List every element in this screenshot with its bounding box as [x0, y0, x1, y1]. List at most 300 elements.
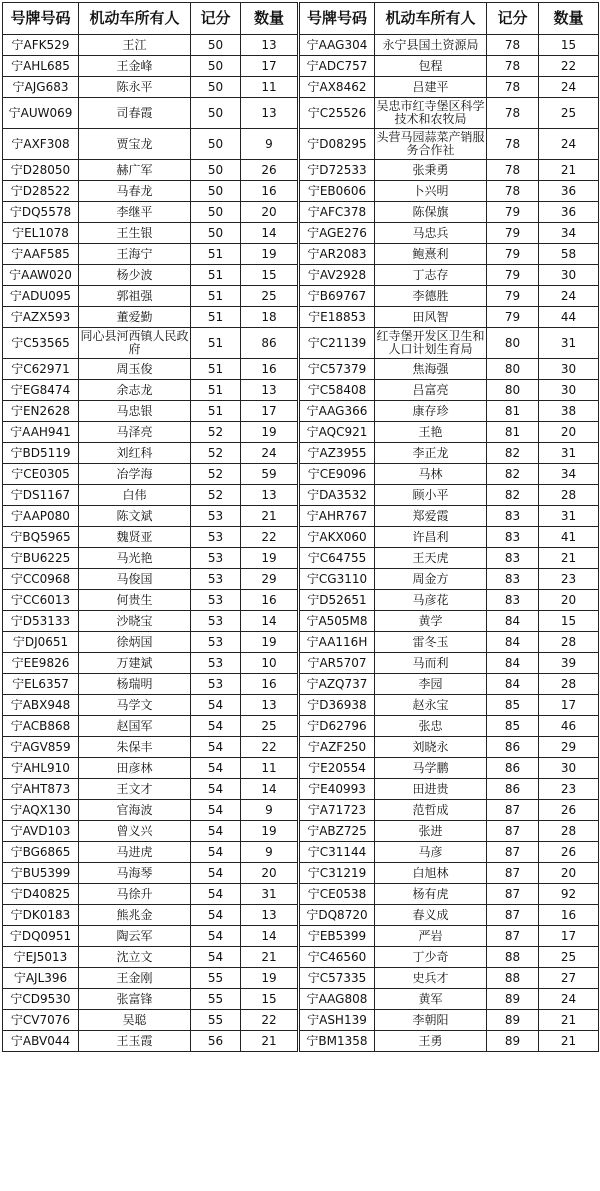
right-count-cell: 41 — [539, 527, 599, 548]
right-count-cell: 17 — [539, 926, 599, 947]
left-score-cell: 54 — [191, 779, 241, 800]
left-score-cell: 54 — [191, 905, 241, 926]
table-row — [3, 160, 599, 181]
right-owner-cell: 范哲成 — [375, 800, 487, 821]
left-count-cell: 22 — [241, 527, 299, 548]
left-plate-cell: 宁AHT873 — [3, 779, 79, 800]
right-owner-cell: 李德胜 — [375, 286, 487, 307]
right-score-cell: 81 — [487, 401, 539, 422]
table-row — [3, 716, 599, 737]
right-owner-cell: 顾小平 — [375, 485, 487, 506]
left-owner-cell: 马徐升 — [79, 884, 191, 905]
left-count-cell: 24 — [241, 443, 299, 464]
right-score-cell: 79 — [487, 244, 539, 265]
left-plate-cell: 宁DS1167 — [3, 485, 79, 506]
left-score-cell: 54 — [191, 800, 241, 821]
right-count-cell: 17 — [539, 695, 599, 716]
right-owner-cell: 马彦 — [375, 842, 487, 863]
left-score-cell: 52 — [191, 422, 241, 443]
violations-table — [2, 2, 599, 1052]
left-owner-cell: 王江 — [79, 35, 191, 56]
right-count-cell: 21 — [539, 1010, 599, 1031]
table-row — [3, 884, 599, 905]
right-score-cell: 78 — [487, 77, 539, 98]
right-owner-cell: 赵永宝 — [375, 695, 487, 716]
right-score-cell: 80 — [487, 328, 539, 359]
right-count-cell: 36 — [539, 181, 599, 202]
header-score-right: 记分 — [487, 3, 539, 35]
right-count-cell: 25 — [539, 947, 599, 968]
right-score-cell: 83 — [487, 527, 539, 548]
left-owner-cell: 白伟 — [79, 485, 191, 506]
left-count-cell: 19 — [241, 632, 299, 653]
left-owner-cell: 马春龙 — [79, 181, 191, 202]
left-owner-cell: 冶学海 — [79, 464, 191, 485]
right-score-cell: 83 — [487, 569, 539, 590]
right-count-cell: 30 — [539, 265, 599, 286]
table-row — [3, 307, 599, 328]
right-score-cell: 78 — [487, 129, 539, 160]
header-count-right: 数量 — [539, 3, 599, 35]
table-row — [3, 842, 599, 863]
table-row — [3, 129, 599, 160]
right-owner-cell: 许昌利 — [375, 527, 487, 548]
table-row — [3, 968, 599, 989]
right-count-cell: 30 — [539, 359, 599, 380]
left-count-cell: 15 — [241, 989, 299, 1010]
right-count-cell: 28 — [539, 821, 599, 842]
right-count-cell: 31 — [539, 328, 599, 359]
right-score-cell: 84 — [487, 632, 539, 653]
left-owner-cell: 马泽亮 — [79, 422, 191, 443]
left-owner-cell: 同心县河西镇人民政府 — [79, 328, 191, 359]
left-plate-cell: 宁BU5399 — [3, 863, 79, 884]
left-score-cell: 54 — [191, 884, 241, 905]
right-plate-cell: 宁DQ8720 — [299, 905, 375, 926]
left-plate-cell: 宁AXF308 — [3, 129, 79, 160]
right-owner-cell: 雷冬玉 — [375, 632, 487, 653]
left-count-cell: 18 — [241, 307, 299, 328]
right-owner-cell: 黄军 — [375, 989, 487, 1010]
left-score-cell: 51 — [191, 380, 241, 401]
right-plate-cell: 宁C31219 — [299, 863, 375, 884]
right-score-cell: 87 — [487, 863, 539, 884]
left-owner-cell: 何贵生 — [79, 590, 191, 611]
right-plate-cell: 宁AV2928 — [299, 265, 375, 286]
left-score-cell: 56 — [191, 1031, 241, 1052]
table-row — [3, 202, 599, 223]
left-score-cell: 53 — [191, 653, 241, 674]
left-plate-cell: 宁AGV859 — [3, 737, 79, 758]
right-count-cell: 15 — [539, 611, 599, 632]
left-count-cell: 10 — [241, 653, 299, 674]
table-row — [3, 380, 599, 401]
right-owner-cell: 史兵才 — [375, 968, 487, 989]
right-count-cell: 38 — [539, 401, 599, 422]
left-owner-cell: 王玉霞 — [79, 1031, 191, 1052]
right-owner-cell: 白旭林 — [375, 863, 487, 884]
left-score-cell: 53 — [191, 506, 241, 527]
left-score-cell: 50 — [191, 35, 241, 56]
left-count-cell: 22 — [241, 737, 299, 758]
right-count-cell: 24 — [539, 989, 599, 1010]
right-count-cell: 31 — [539, 506, 599, 527]
table-row — [3, 328, 599, 359]
table-row — [3, 590, 599, 611]
right-plate-cell: 宁D08295 — [299, 129, 375, 160]
right-plate-cell: 宁AAG808 — [299, 989, 375, 1010]
left-score-cell: 54 — [191, 926, 241, 947]
right-count-cell: 21 — [539, 1031, 599, 1052]
right-score-cell: 78 — [487, 35, 539, 56]
right-plate-cell: 宁CE0538 — [299, 884, 375, 905]
right-owner-cell: 李朝阳 — [375, 1010, 487, 1031]
right-plate-cell: 宁AZF250 — [299, 737, 375, 758]
right-plate-cell: 宁AR2083 — [299, 244, 375, 265]
left-owner-cell: 赫广军 — [79, 160, 191, 181]
left-plate-cell: 宁DJ0651 — [3, 632, 79, 653]
right-score-cell: 83 — [487, 548, 539, 569]
right-score-cell: 86 — [487, 779, 539, 800]
right-score-cell: 79 — [487, 307, 539, 328]
right-plate-cell: 宁DA3532 — [299, 485, 375, 506]
right-plate-cell: 宁C46560 — [299, 947, 375, 968]
table-row — [3, 98, 599, 129]
left-owner-cell: 陈永平 — [79, 77, 191, 98]
left-count-cell: 26 — [241, 160, 299, 181]
right-count-cell: 21 — [539, 548, 599, 569]
left-count-cell: 13 — [241, 485, 299, 506]
right-score-cell: 83 — [487, 590, 539, 611]
left-score-cell: 51 — [191, 286, 241, 307]
left-plate-cell: 宁AAW020 — [3, 265, 79, 286]
left-owner-cell: 熊兆金 — [79, 905, 191, 926]
right-score-cell: 87 — [487, 800, 539, 821]
left-count-cell: 11 — [241, 77, 299, 98]
table-row — [3, 779, 599, 800]
left-count-cell: 21 — [241, 1031, 299, 1052]
right-score-cell: 78 — [487, 56, 539, 77]
left-plate-cell: 宁CE0305 — [3, 464, 79, 485]
left-owner-cell: 万建斌 — [79, 653, 191, 674]
right-count-cell: 15 — [539, 35, 599, 56]
right-count-cell: 24 — [539, 129, 599, 160]
left-count-cell: 13 — [241, 695, 299, 716]
right-score-cell: 82 — [487, 443, 539, 464]
left-score-cell: 52 — [191, 464, 241, 485]
left-count-cell: 13 — [241, 35, 299, 56]
right-owner-cell: 张忠 — [375, 716, 487, 737]
left-count-cell: 11 — [241, 758, 299, 779]
left-plate-cell: 宁EE9826 — [3, 653, 79, 674]
right-count-cell: 25 — [539, 98, 599, 129]
table-row — [3, 1010, 599, 1031]
left-score-cell: 53 — [191, 590, 241, 611]
table-row — [3, 926, 599, 947]
table-row — [3, 527, 599, 548]
left-count-cell: 9 — [241, 129, 299, 160]
right-score-cell: 85 — [487, 716, 539, 737]
left-owner-cell: 马俊国 — [79, 569, 191, 590]
left-score-cell: 51 — [191, 244, 241, 265]
table-row — [3, 464, 599, 485]
right-count-cell: 16 — [539, 905, 599, 926]
right-owner-cell: 黄学 — [375, 611, 487, 632]
left-owner-cell: 司春霞 — [79, 98, 191, 129]
right-count-cell: 28 — [539, 485, 599, 506]
right-score-cell: 86 — [487, 758, 539, 779]
right-owner-cell: 郑爱霞 — [375, 506, 487, 527]
table-row — [3, 800, 599, 821]
left-count-cell: 86 — [241, 328, 299, 359]
left-plate-cell: 宁BQ5965 — [3, 527, 79, 548]
right-plate-cell: 宁D52651 — [299, 590, 375, 611]
table-row — [3, 905, 599, 926]
table-row — [3, 737, 599, 758]
right-plate-cell: 宁E20554 — [299, 758, 375, 779]
right-score-cell: 78 — [487, 98, 539, 129]
left-count-cell: 31 — [241, 884, 299, 905]
header-count-left: 数量 — [241, 3, 299, 35]
left-score-cell: 55 — [191, 989, 241, 1010]
left-count-cell: 22 — [241, 1010, 299, 1031]
right-score-cell: 87 — [487, 842, 539, 863]
left-count-cell: 19 — [241, 968, 299, 989]
right-count-cell: 26 — [539, 800, 599, 821]
header-plate-left: 号牌号码 — [3, 3, 79, 35]
table-row — [3, 443, 599, 464]
left-score-cell: 53 — [191, 569, 241, 590]
table-row — [3, 989, 599, 1010]
right-score-cell: 89 — [487, 1031, 539, 1052]
right-owner-cell: 春义成 — [375, 905, 487, 926]
left-plate-cell: 宁AQX130 — [3, 800, 79, 821]
table-row — [3, 223, 599, 244]
right-plate-cell: 宁C58408 — [299, 380, 375, 401]
right-owner-cell: 马学鹏 — [375, 758, 487, 779]
right-owner-cell: 马彦花 — [375, 590, 487, 611]
right-score-cell: 87 — [487, 884, 539, 905]
left-owner-cell: 王文才 — [79, 779, 191, 800]
right-score-cell: 89 — [487, 989, 539, 1010]
left-owner-cell: 曾义兴 — [79, 821, 191, 842]
right-count-cell: 20 — [539, 863, 599, 884]
table-row — [3, 359, 599, 380]
right-count-cell: 21 — [539, 160, 599, 181]
left-score-cell: 51 — [191, 307, 241, 328]
left-count-cell: 25 — [241, 286, 299, 307]
right-owner-cell: 陈保旗 — [375, 202, 487, 223]
right-count-cell: 23 — [539, 569, 599, 590]
table-body — [3, 35, 599, 1052]
right-plate-cell: 宁C57335 — [299, 968, 375, 989]
left-plate-cell: 宁ABV044 — [3, 1031, 79, 1052]
right-owner-cell: 丁志存 — [375, 265, 487, 286]
right-plate-cell: 宁AZ3955 — [299, 443, 375, 464]
left-plate-cell: 宁EG8474 — [3, 380, 79, 401]
left-count-cell: 21 — [241, 506, 299, 527]
right-owner-cell: 吴忠市红寺堡区科学技术和农牧局 — [375, 98, 487, 129]
right-plate-cell: 宁BM1358 — [299, 1031, 375, 1052]
right-score-cell: 79 — [487, 202, 539, 223]
right-owner-cell: 头营马园蒜菜产销服务合作社 — [375, 129, 487, 160]
left-owner-cell: 马忠银 — [79, 401, 191, 422]
right-plate-cell: 宁ABZ725 — [299, 821, 375, 842]
right-owner-cell: 吕富亮 — [375, 380, 487, 401]
left-plate-cell: 宁CV7076 — [3, 1010, 79, 1031]
left-count-cell: 20 — [241, 202, 299, 223]
table-row — [3, 265, 599, 286]
right-score-cell: 83 — [487, 506, 539, 527]
left-score-cell: 50 — [191, 160, 241, 181]
right-owner-cell: 吕建平 — [375, 77, 487, 98]
left-plate-cell: 宁DQ0951 — [3, 926, 79, 947]
left-owner-cell: 王海宁 — [79, 244, 191, 265]
table-row — [3, 401, 599, 422]
left-owner-cell: 董爱勤 — [79, 307, 191, 328]
left-score-cell: 53 — [191, 611, 241, 632]
left-plate-cell: 宁AVD103 — [3, 821, 79, 842]
right-plate-cell: 宁EB5399 — [299, 926, 375, 947]
right-plate-cell: 宁AZQ737 — [299, 674, 375, 695]
left-plate-cell: 宁AUW069 — [3, 98, 79, 129]
left-count-cell: 15 — [241, 265, 299, 286]
right-plate-cell: 宁AHR767 — [299, 506, 375, 527]
left-plate-cell: 宁AFK529 — [3, 35, 79, 56]
left-count-cell: 14 — [241, 779, 299, 800]
violations-table-container — [2, 2, 598, 1052]
left-count-cell: 9 — [241, 800, 299, 821]
left-score-cell: 53 — [191, 527, 241, 548]
left-owner-cell: 李继平 — [79, 202, 191, 223]
left-count-cell: 19 — [241, 821, 299, 842]
left-count-cell: 29 — [241, 569, 299, 590]
left-plate-cell: 宁CC0968 — [3, 569, 79, 590]
left-score-cell: 52 — [191, 485, 241, 506]
right-plate-cell: 宁A71723 — [299, 800, 375, 821]
right-owner-cell: 康存珍 — [375, 401, 487, 422]
table-row — [3, 611, 599, 632]
left-count-cell: 17 — [241, 401, 299, 422]
left-score-cell: 50 — [191, 202, 241, 223]
table-row — [3, 485, 599, 506]
left-plate-cell: 宁CC6013 — [3, 590, 79, 611]
left-plate-cell: 宁BG6865 — [3, 842, 79, 863]
left-plate-cell: 宁AAP080 — [3, 506, 79, 527]
left-score-cell: 50 — [191, 56, 241, 77]
right-count-cell: 30 — [539, 380, 599, 401]
table-row — [3, 506, 599, 527]
left-score-cell: 51 — [191, 328, 241, 359]
right-owner-cell: 包程 — [375, 56, 487, 77]
left-plate-cell: 宁AZX593 — [3, 307, 79, 328]
left-count-cell: 20 — [241, 863, 299, 884]
right-score-cell: 87 — [487, 905, 539, 926]
right-owner-cell: 杨有虎 — [375, 884, 487, 905]
right-plate-cell: 宁C64755 — [299, 548, 375, 569]
right-plate-cell: 宁C31144 — [299, 842, 375, 863]
right-plate-cell: 宁E40993 — [299, 779, 375, 800]
right-count-cell: 22 — [539, 56, 599, 77]
right-score-cell: 82 — [487, 485, 539, 506]
right-owner-cell: 严岩 — [375, 926, 487, 947]
table-row — [3, 653, 599, 674]
left-count-cell: 16 — [241, 590, 299, 611]
right-owner-cell: 卜兴明 — [375, 181, 487, 202]
left-score-cell: 50 — [191, 181, 241, 202]
left-score-cell: 53 — [191, 674, 241, 695]
left-owner-cell: 王生银 — [79, 223, 191, 244]
left-score-cell: 50 — [191, 77, 241, 98]
table-row — [3, 56, 599, 77]
right-count-cell: 34 — [539, 464, 599, 485]
table-row — [3, 1031, 599, 1052]
left-owner-cell: 马学文 — [79, 695, 191, 716]
left-owner-cell: 张富锋 — [79, 989, 191, 1010]
right-owner-cell: 周金方 — [375, 569, 487, 590]
left-count-cell: 9 — [241, 842, 299, 863]
left-score-cell: 54 — [191, 716, 241, 737]
left-owner-cell: 杨少波 — [79, 265, 191, 286]
right-plate-cell: 宁AR5707 — [299, 653, 375, 674]
left-plate-cell: 宁D28050 — [3, 160, 79, 181]
left-plate-cell: 宁ACB868 — [3, 716, 79, 737]
right-owner-cell: 红寺堡开发区卫生和人口计划生育局 — [375, 328, 487, 359]
left-plate-cell: 宁AAF585 — [3, 244, 79, 265]
right-score-cell: 84 — [487, 674, 539, 695]
right-score-cell: 80 — [487, 359, 539, 380]
left-owner-cell: 陶云军 — [79, 926, 191, 947]
left-score-cell: 50 — [191, 98, 241, 129]
left-plate-cell: 宁C62971 — [3, 359, 79, 380]
right-owner-cell: 马而利 — [375, 653, 487, 674]
right-score-cell: 79 — [487, 265, 539, 286]
left-owner-cell: 田彦林 — [79, 758, 191, 779]
right-plate-cell: 宁CG3110 — [299, 569, 375, 590]
left-plate-cell: 宁DK0183 — [3, 905, 79, 926]
left-plate-cell: 宁DQ5578 — [3, 202, 79, 223]
right-score-cell: 88 — [487, 947, 539, 968]
right-score-cell: 87 — [487, 926, 539, 947]
table-row — [3, 181, 599, 202]
right-count-cell: 31 — [539, 443, 599, 464]
left-count-cell: 13 — [241, 905, 299, 926]
left-count-cell: 19 — [241, 422, 299, 443]
left-count-cell: 21 — [241, 947, 299, 968]
left-plate-cell: 宁BU6225 — [3, 548, 79, 569]
right-score-cell: 84 — [487, 653, 539, 674]
right-score-cell: 79 — [487, 286, 539, 307]
right-plate-cell: 宁D36938 — [299, 695, 375, 716]
right-count-cell: 29 — [539, 737, 599, 758]
right-count-cell: 36 — [539, 202, 599, 223]
header-plate-right: 号牌号码 — [299, 3, 375, 35]
left-plate-cell: 宁EJ5013 — [3, 947, 79, 968]
left-owner-cell: 沈立文 — [79, 947, 191, 968]
left-count-cell: 25 — [241, 716, 299, 737]
right-owner-cell: 田进贵 — [375, 779, 487, 800]
right-plate-cell: 宁E18853 — [299, 307, 375, 328]
right-owner-cell: 鲍熹利 — [375, 244, 487, 265]
right-owner-cell: 田风智 — [375, 307, 487, 328]
left-score-cell: 51 — [191, 401, 241, 422]
right-plate-cell: 宁C57379 — [299, 359, 375, 380]
right-owner-cell: 焦海强 — [375, 359, 487, 380]
table-row — [3, 569, 599, 590]
left-plate-cell: 宁D53133 — [3, 611, 79, 632]
right-count-cell: 92 — [539, 884, 599, 905]
right-plate-cell: 宁AGE276 — [299, 223, 375, 244]
